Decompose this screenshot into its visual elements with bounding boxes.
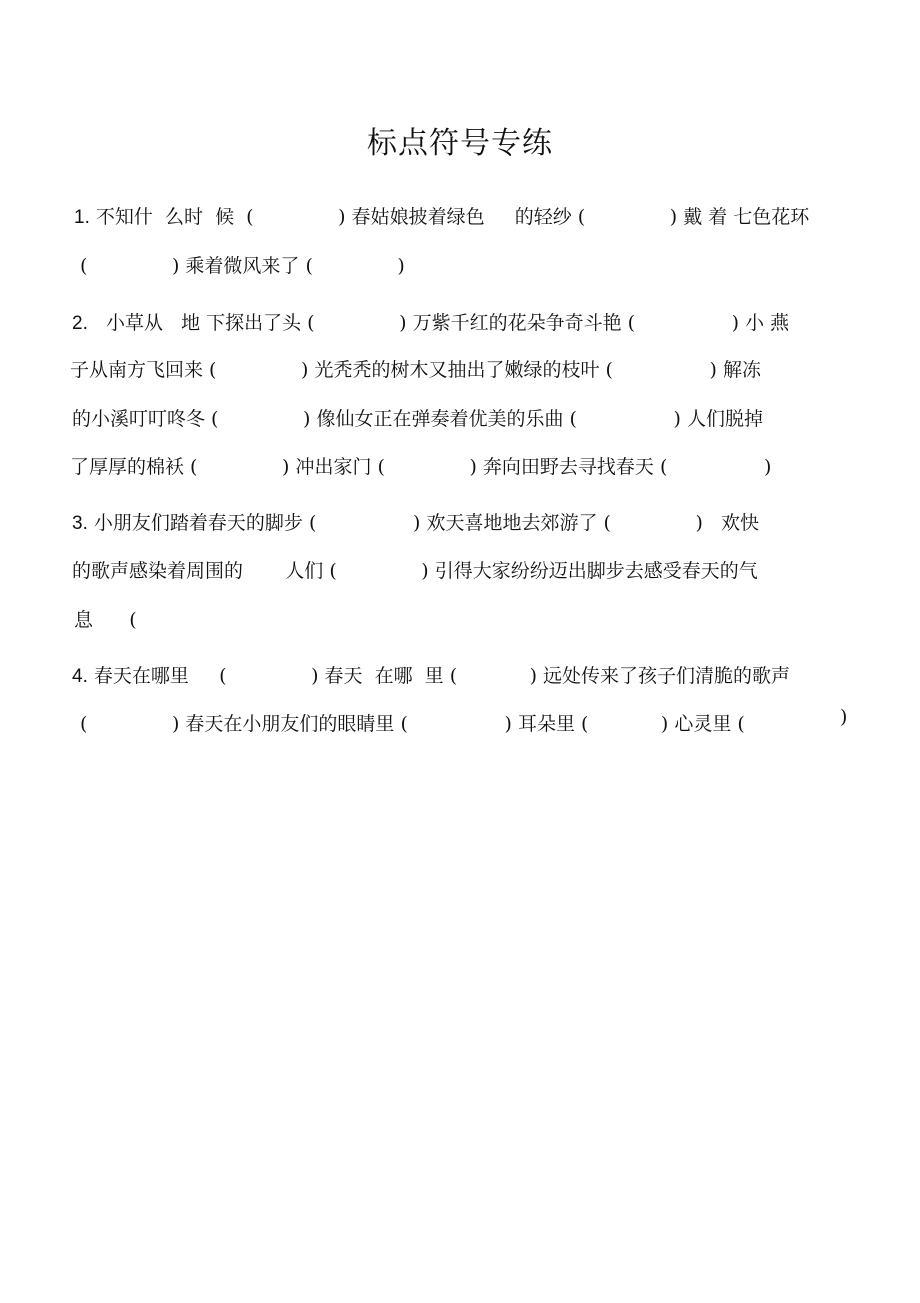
question-1-line-2: ( ) 乘着微风来了 ( ): [80, 255, 405, 277]
question-2-number: 2.: [72, 313, 88, 334]
question-1-number: 1.: [74, 207, 90, 228]
question-4-line-2: ( ) 春天在小朋友们的眼睛里 ( ) 耳朵里 ( ) 心灵里 (: [80, 713, 745, 735]
question-1-line-1: [74, 203, 809, 232]
question-2-line-4: 了厚厚的棉袄 ( ) 冲出家门 ( ) 奔向田野去寻找春天 ( ): [70, 456, 772, 478]
question-2-line-1: [72, 309, 789, 338]
question-2-line-2: 子从南方飞回来 ( ) 光秃秃的树木又抽出了嫩绿的枝叶 ( ) 解冻: [70, 359, 761, 381]
question-3-number: 3.: [72, 513, 88, 534]
question-3-line-3: 息 (: [74, 609, 137, 631]
question-2-text-1: 小草从 地 下探出了头 ( ) 万紫千红的花朵争奇斗艳 ( ) 小 燕: [105, 312, 790, 334]
page-title: 标点符号专练: [367, 126, 553, 161]
question-3-line-1: [72, 509, 759, 538]
closing-parenthesis: ): [840, 706, 848, 728]
question-4-text-1: 春天在哪里 ( ) 春天 在哪 里 ( ) 远处传来了孩子们清脆的歌声: [93, 665, 791, 687]
question-4-number: 4.: [72, 666, 88, 687]
question-3-line-2: 的歌声感染着周围的 人们 ( ) 引得大家纷纷迈出脚步去感受春天的气: [72, 560, 758, 582]
question-3-text-1: 小朋友们踏着春天的脚步 ( ) 欢天喜地地去郊游了 ( ) 欢快: [93, 512, 759, 534]
question-2-line-3: 的小溪叮叮咚冬 ( ) 像仙女正在弹奏着优美的乐曲 ( ) 人们脱掉: [72, 408, 763, 430]
question-1-text-1: 不知什 么时 候 ( ) 春姑娘披着绿色 的轻纱 ( ) 戴 着 七色花环: [95, 206, 810, 228]
question-4-line-1: [72, 662, 790, 691]
